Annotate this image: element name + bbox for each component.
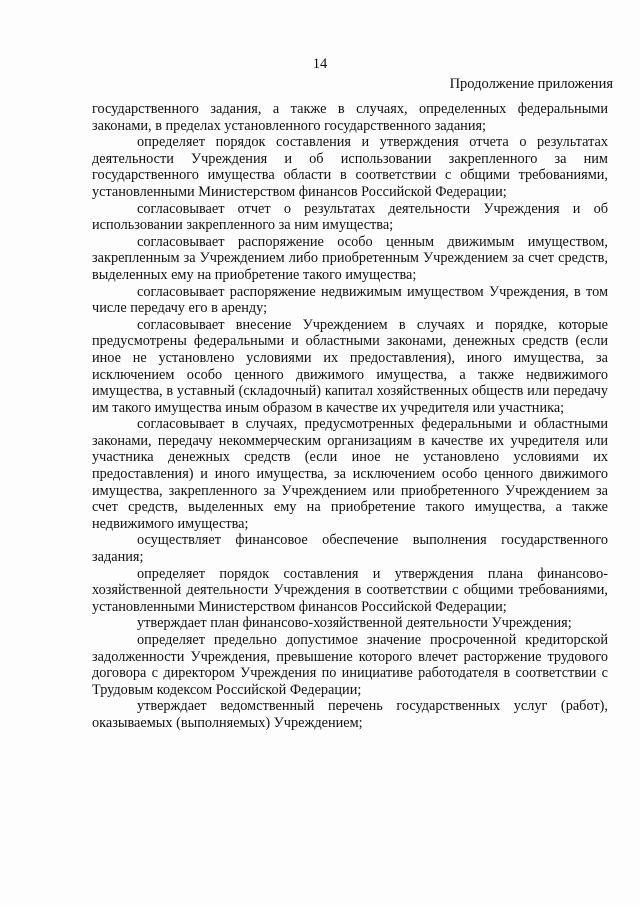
paragraph: определяет порядок составления и утверждения плана финансово-хозяйственной деятельности Учреждения в соответствии с общими требованиями, установленными Министерством финансов Российской Федерации; xyxy=(92,565,608,615)
paragraph: согласовывает в случаях, предусмотренных федеральными и областными законами, передачу некоммерческим организациям в качестве их учредителя или участника денежных средств (если иное не установлено условиями их предоставления) и иного имущества, за исключением особо ценного движимого имущества, закрепленного за Учреждением или приобретенного Учреждением за счет средств, выделенных ему на приобретение такого имущества, а также недвижимого имущества; xyxy=(92,416,608,532)
paragraph: определяет порядок составления и утверждения отчета о результатах деятельности Учреждения и об использовании закрепленного за ним государственного имущества области в соответствии с общими требованиями, установленными Министерством финансов Российской Федерации; xyxy=(92,134,608,200)
page-number: 14 xyxy=(312,56,328,72)
continuation-label: Продолжение приложения xyxy=(449,76,613,92)
paragraph: осуществляет финансовое обеспечение выполнения государственного задания; xyxy=(92,532,608,566)
paragraph: утверждает ведомственный перечень государственных услуг (работ), оказываемых (выполняемых) Учреждением; xyxy=(92,698,608,731)
paragraph: согласовывает внесение Учреждением в случаях и порядке, которые предусмотрены федеральными и областными законами, денежных средств (если иное не установлено условиями их предоставления), иного имущества, за исключением особо ценного движимого имущества, а также недвижимого имущества, в уставный (складочный) капитал хозяйственных обществ или передачу им такого имущества иным образом в качестве их учредителя или участника; xyxy=(92,316,608,416)
paragraph: утверждает план финансово-хозяйственной деятельности Учреждения; xyxy=(137,615,572,632)
paragraph: согласовывает распоряжение особо ценным движимым имуществом, закрепленным за Учреждением либо приобретенным Учреждением за счет средств, выделенных ему на приобретение такого имущества; xyxy=(92,233,608,283)
paragraph: согласовывает отчет о результатах деятельности Учреждения и об использовании закрепленного за ним имущества; xyxy=(92,200,608,234)
paragraph: определяет предельно допустимое значение просроченной кредиторской задолженности Учреждения, превышение которого влечет расторжение трудового договора с директором Учреждения по инициативе работодателя в соответствии с Трудовым кодексом Российской Федерации; xyxy=(92,632,608,698)
paragraph: согласовывает распоряжение недвижимым имуществом Учреждения, в том числе передачу его в аренду; xyxy=(92,283,608,317)
paragraph: государственного задания, а также в случаях, определенных федеральными законами, в пределах установленного государственного задания; xyxy=(92,101,608,134)
document-body xyxy=(92,101,608,732)
